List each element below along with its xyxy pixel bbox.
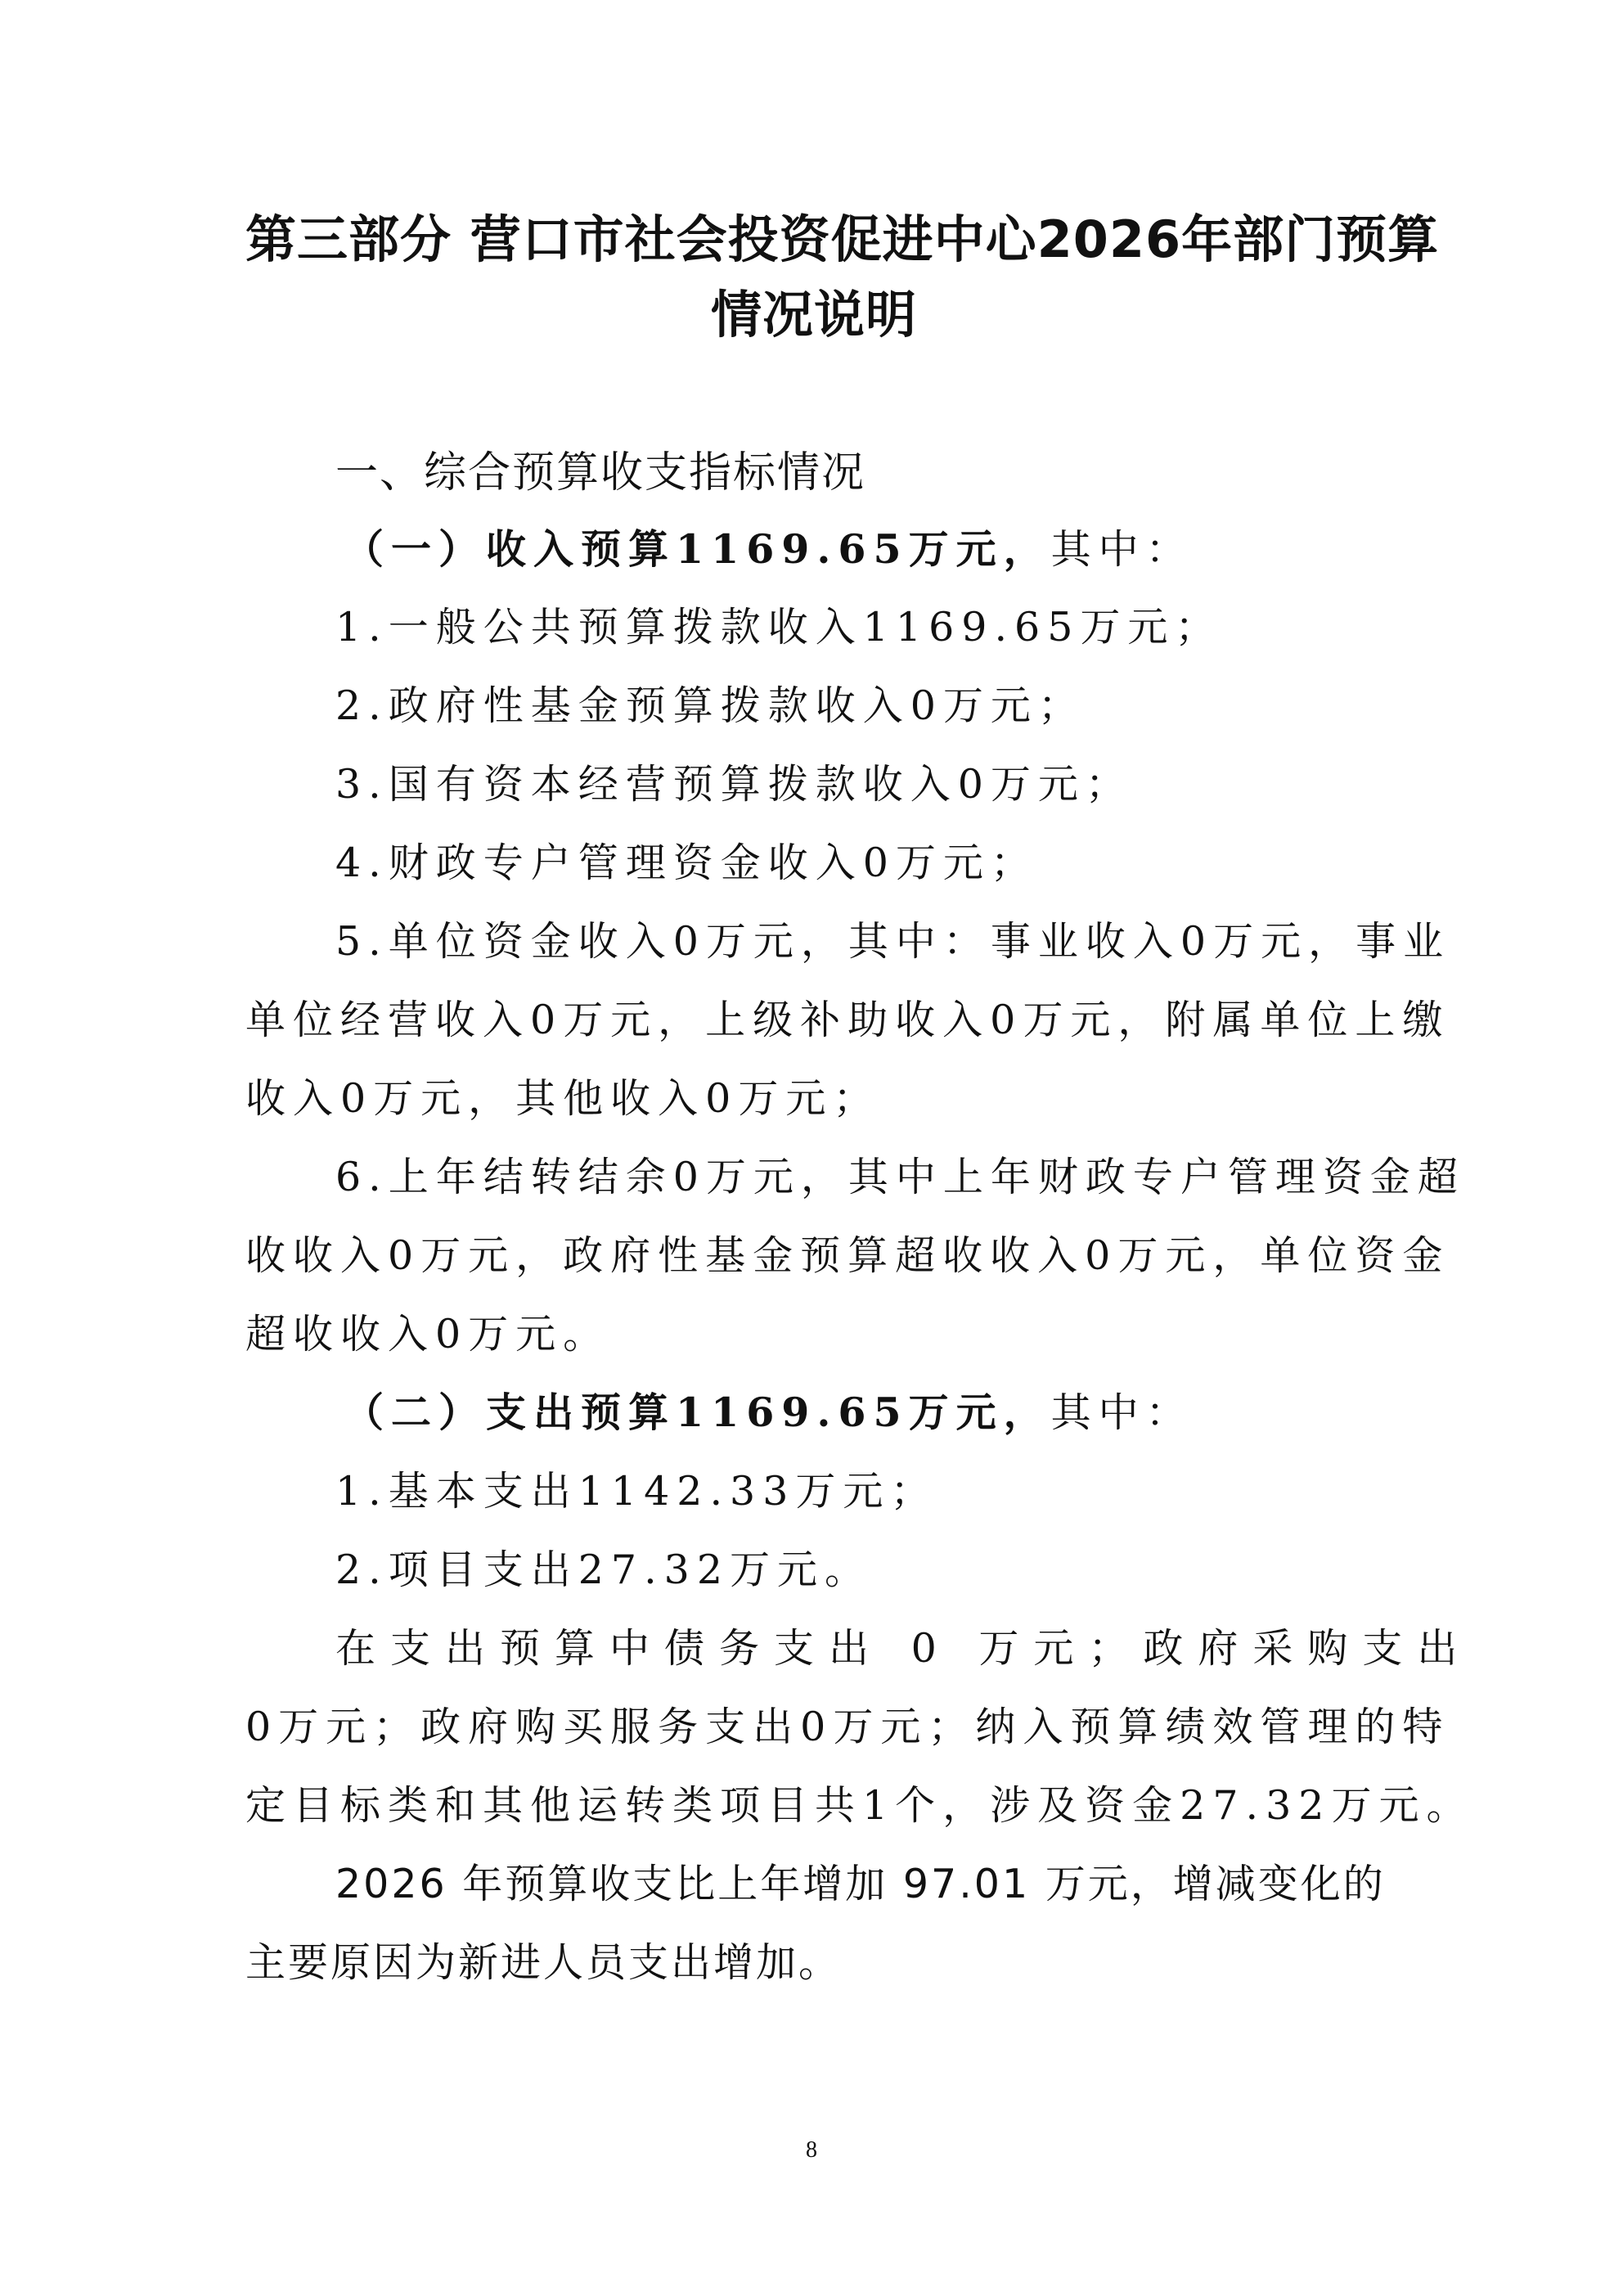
income-item-6-line-2: 收收入0万元，政府性基金预算超收收入0万元，单位资金 <box>245 1232 1450 1279</box>
section-heading: 一、综合预算收支指标情况 <box>335 448 866 497</box>
expense-heading-bold: （二）支出预算1169.65万元， <box>344 1389 1051 1436</box>
expense-note-line-2: 0万元；政府购买服务支出0万元；纳入预算绩效管理的特 <box>245 1704 1450 1750</box>
income-heading-rest: 其中： <box>1050 526 1194 573</box>
expense-item-2: 2.项目支出27.32万元。 <box>335 1546 873 1593</box>
income-item-5-line-3: 收入0万元，其他收入0万元； <box>245 1075 881 1122</box>
expense-note-line-1: 在支出预算中债务支出 0 万元；政府采购支出 <box>335 1625 1472 1672</box>
summary-line-1: 2026 年预算收支比上年增加 97.01 万元，增减变化的 <box>335 1861 1386 1907</box>
income-item-5-line-1: 5.单位资金收入0万元，其中：事业收入0万元，事业 <box>335 918 1451 965</box>
document-title-line-2: 情况说明 <box>710 285 917 344</box>
income-heading <box>344 525 1194 573</box>
income-item-4: 4.财政专户管理资金收入0万元； <box>335 840 1038 886</box>
income-item-6-line-3: 超收收入0万元。 <box>245 1311 611 1357</box>
income-item-6-line-1: 6.上年结转结余0万元，其中上年财政专户管理资金超 <box>335 1154 1465 1200</box>
income-item-3: 3.国有资本经营预算拨款收入0万元； <box>335 761 1133 808</box>
expense-heading <box>344 1389 1194 1436</box>
income-item-1: 1.一般公共预算拨款收入1169.65万元； <box>335 604 1223 651</box>
income-item-5-line-2: 单位经营收入0万元，上级补助收入0万元，附属单位上缴 <box>245 997 1450 1043</box>
page-number: 8 <box>806 2137 817 2163</box>
income-heading-bold: （一）收入预算1169.65万元， <box>344 525 1051 573</box>
document-title-line-1: 第三部分 营口市社会投资促进中心2026年部门预算 <box>245 209 1440 269</box>
summary-line-2: 主要原因为新进人员支出增加。 <box>245 1939 842 1986</box>
expense-item-1: 1.基本支出1142.33万元； <box>335 1468 938 1515</box>
expense-heading-rest: 其中： <box>1050 1389 1194 1436</box>
income-item-2: 2.政府性基金预算拨款收入0万元； <box>335 682 1086 729</box>
expense-note-line-3: 定目标类和其他运转类项目共1个，涉及资金27.32万元。 <box>245 1782 1474 1829</box>
